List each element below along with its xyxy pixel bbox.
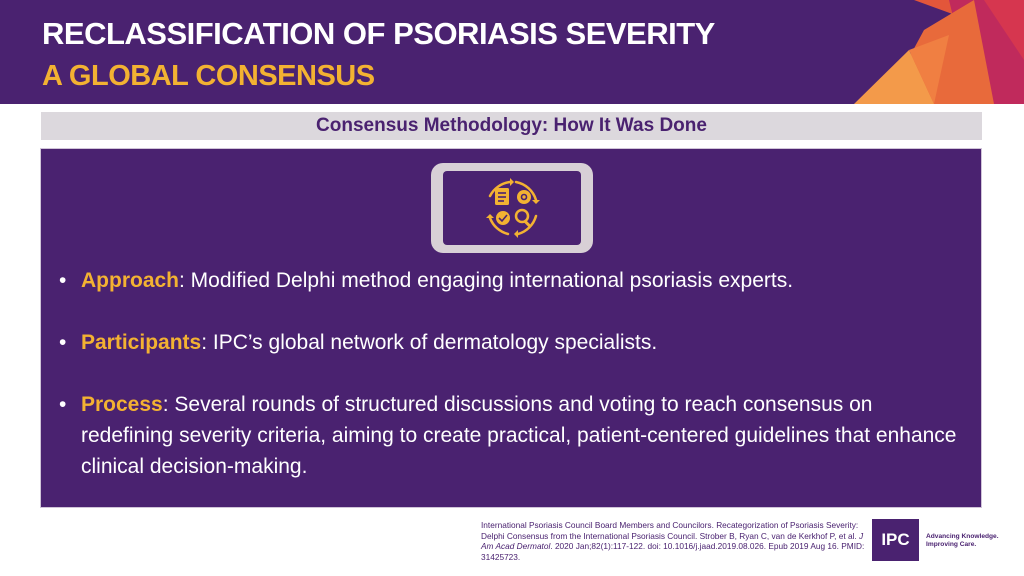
slide-subtitle: A GLOBAL CONSENSUS xyxy=(42,60,375,92)
logo-tagline-line1: Advancing Knowledge. xyxy=(926,533,999,540)
citation-journal: J Am Acad Dermatol xyxy=(481,530,864,551)
bullet-participants xyxy=(57,327,957,358)
bullet-keyword: Participants xyxy=(81,331,202,354)
section-heading: Consensus Methodology: How It Was Done xyxy=(41,112,982,140)
bullet-dot: • xyxy=(59,269,67,292)
methodology-cycle-icon xyxy=(480,174,546,242)
icon-frame xyxy=(431,163,593,253)
logo-tagline xyxy=(926,533,999,549)
bullet-keyword: Process xyxy=(81,393,163,416)
bullet-dot: • xyxy=(59,331,67,354)
bullet-text: : Several rounds of structured discussions and voting to reach consensus on redefining severity criteria, aiming to create practical, patient-centered guidelines that enhance clinical decision-making. xyxy=(81,393,957,478)
citation-part1: International Psoriasis Council Board Members and Councilors. Recategorization of Psoriasis Severity: Delphi Consensus from the International Psoriasis Council. Strober B, Ryan C, van de Kerkhof P, et al. xyxy=(481,520,860,541)
bullet-keyword: Approach xyxy=(81,269,180,292)
bullet-approach xyxy=(57,265,957,296)
bullet-text: : Modified Delphi method engaging international psoriasis experts. xyxy=(179,269,794,292)
bullet-list xyxy=(57,265,957,513)
citation-part2: . 2020 Jan;82(1):117-122. doi: 10.1016/j.jaad.2019.08.026. Epub 2019 Aug 16. PMID: 31425723. xyxy=(481,541,865,562)
icon-screen xyxy=(443,171,581,245)
citation-text xyxy=(481,520,876,562)
bullet-text: : IPC’s global network of dermatology specialists. xyxy=(201,331,658,354)
content-panel xyxy=(40,148,982,508)
bullet-dot: • xyxy=(59,393,67,416)
logo-tagline-line2: Improving Care. xyxy=(926,541,977,548)
bullet-process xyxy=(57,389,957,482)
slide-title: RECLASSIFICATION OF PSORIASIS SEVERITY xyxy=(42,16,715,51)
ipc-logo: IPC xyxy=(872,519,919,561)
decorative-triangles-icon xyxy=(854,0,1024,104)
header-banner xyxy=(0,0,1024,104)
